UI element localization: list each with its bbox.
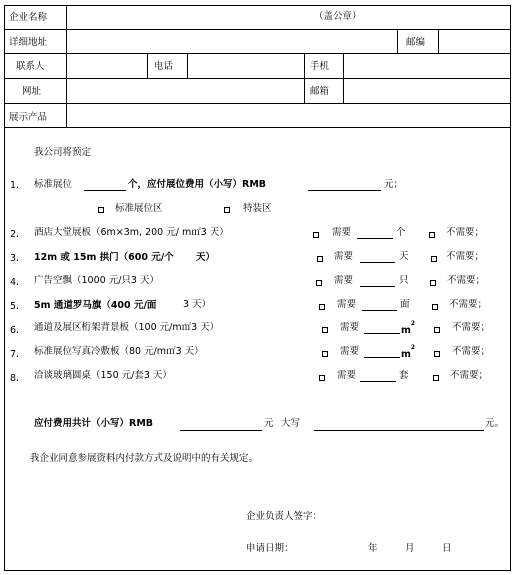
quantity-blank[interactable] [362, 310, 397, 311]
year-label: 年 [368, 543, 378, 554]
special-area-checkbox[interactable] [224, 207, 230, 213]
need-label: 需要 [332, 227, 352, 238]
need-checkbox[interactable] [316, 280, 322, 286]
need-checkbox[interactable] [317, 256, 323, 262]
quantity-blank[interactable] [364, 357, 400, 358]
standard-area-label: 标准展位区 [115, 203, 163, 214]
day-label: 日 [442, 543, 452, 554]
form-border [4, 5, 511, 571]
intro-text: 我公司将预定 [34, 147, 92, 158]
item-number: 1. [10, 180, 20, 191]
unit-label: $m^2$ [401, 320, 416, 337]
quantity-blank[interactable] [360, 286, 395, 287]
item-label: 广告空飘（1000 元/只3 天） [34, 275, 159, 286]
need-checkbox[interactable] [313, 232, 319, 238]
month-label: 月 [405, 543, 415, 554]
agreement-text: 我企业同意参展资料内付款方式及说明中的有关规定。 [30, 453, 259, 464]
item-label: 12m 或 15m 拱门（600 元/个 [34, 252, 174, 263]
item-label-cont: 3 天） [183, 299, 212, 310]
no-need-label: 不需要； [452, 322, 491, 333]
no-need-label: 不需要； [450, 370, 489, 381]
special-area-label: 特装区 [243, 203, 272, 214]
row-divider [4, 53, 511, 54]
need-label: 需要 [334, 275, 354, 286]
no-need-checkbox[interactable] [433, 375, 439, 381]
row-divider [4, 78, 511, 79]
item-number: 4. [10, 277, 20, 288]
total-unit: 元 [264, 418, 274, 429]
item-label: 洽谈玻璃圆桌（150 元/套3 天） [34, 370, 172, 381]
need-label: 需要 [340, 322, 360, 333]
column-divider [397, 29, 398, 53]
quantity-blank[interactable] [357, 238, 393, 239]
website-label: 网址 [22, 86, 42, 97]
no-need-checkbox[interactable] [429, 232, 435, 238]
column-divider [187, 53, 188, 78]
total-uppercase-label: 大写 [281, 418, 301, 429]
no-need-checkbox[interactable] [434, 327, 440, 333]
signature-label: 企业负责人签字： [246, 511, 323, 522]
total-amount-blank[interactable] [180, 430, 262, 431]
postcode-label: 邮编 [406, 37, 426, 48]
need-checkbox[interactable] [319, 304, 325, 310]
no-need-checkbox[interactable] [434, 351, 440, 357]
item-number: 2. [10, 229, 20, 240]
total-uppercase-blank[interactable] [314, 430, 484, 431]
need-label: 需要 [340, 346, 360, 357]
address-label: 详细地址 [9, 37, 48, 48]
row-divider [4, 103, 511, 104]
item-number: 7. [10, 349, 20, 360]
item-label: 5m 通道罗马旗（400 元/面 [34, 300, 157, 311]
unit-label: 套 [399, 370, 409, 381]
item-label: 酒店大堂展板（6m×3m, 200 元/ m㎡3 天） [34, 227, 229, 238]
no-need-label: 不需要； [452, 346, 491, 357]
quantity-blank[interactable] [360, 381, 396, 382]
unit-superscript: 2 [410, 344, 416, 351]
need-label: 需要 [337, 299, 357, 310]
booth-fee-blank[interactable] [308, 190, 381, 191]
need-label: 需要 [334, 251, 354, 262]
products-label: 展示产品 [9, 112, 48, 123]
unit-label: 个 [396, 227, 406, 238]
booth-count-blank[interactable] [84, 190, 126, 191]
no-need-label: 不需要； [446, 227, 485, 238]
need-label: 需要 [337, 370, 357, 381]
need-checkbox[interactable] [322, 327, 328, 333]
quantity-blank[interactable] [360, 262, 395, 263]
standard-area-checkbox[interactable] [98, 207, 104, 213]
item-label: 标准展位写真冷敷板（80 元/m㎡3 天） [34, 346, 204, 357]
unit-label: 只 [399, 275, 409, 286]
no-need-checkbox[interactable] [431, 256, 437, 262]
row-divider [4, 29, 511, 30]
no-need-label: 不需要； [447, 275, 486, 286]
unit-label: 天 [399, 251, 409, 262]
column-divider [304, 53, 305, 103]
date-label: 申请日期： [246, 543, 294, 554]
item-unit: 个，应付展位费用（小写）RMB [128, 179, 267, 190]
column-divider [147, 53, 148, 78]
company-name-label: 企业名称 [9, 12, 48, 23]
unit-label: 面 [400, 299, 410, 310]
unit-superscript: 2 [410, 320, 416, 327]
item-label-cont: 天） [196, 252, 216, 263]
item-number: 6. [10, 325, 20, 336]
no-need-label: 不需要； [446, 251, 485, 262]
item-number: 3. [10, 253, 20, 264]
no-need-checkbox[interactable] [430, 280, 436, 286]
total-tail: 元。 [485, 418, 505, 429]
unit-label: $m^2$ [401, 344, 416, 361]
contact-label: 联系人 [16, 61, 45, 72]
column-divider [438, 29, 439, 53]
row-divider [4, 127, 511, 128]
item-label: 标准展位 [34, 179, 73, 190]
quantity-blank[interactable] [364, 333, 400, 334]
total-label: 应付费用共计（小写）RMB [34, 418, 154, 429]
item-tail: 元； [384, 179, 404, 190]
item-number: 8. [10, 373, 20, 384]
need-checkbox[interactable] [322, 351, 328, 357]
column-divider [66, 5, 67, 127]
column-divider [343, 53, 344, 103]
email-label: 邮箱 [310, 86, 330, 97]
mobile-label: 手机 [310, 61, 330, 72]
need-checkbox[interactable] [319, 375, 325, 381]
item-number: 5. [10, 301, 20, 312]
item-label: 通道及展区桁架背景板（100 元/m㎡3 天） [34, 322, 220, 333]
phone-label: 电话 [154, 61, 174, 72]
seal-note: （盖公章） [314, 11, 362, 22]
no-need-label: 不需要； [449, 299, 488, 310]
no-need-checkbox[interactable] [432, 304, 438, 310]
